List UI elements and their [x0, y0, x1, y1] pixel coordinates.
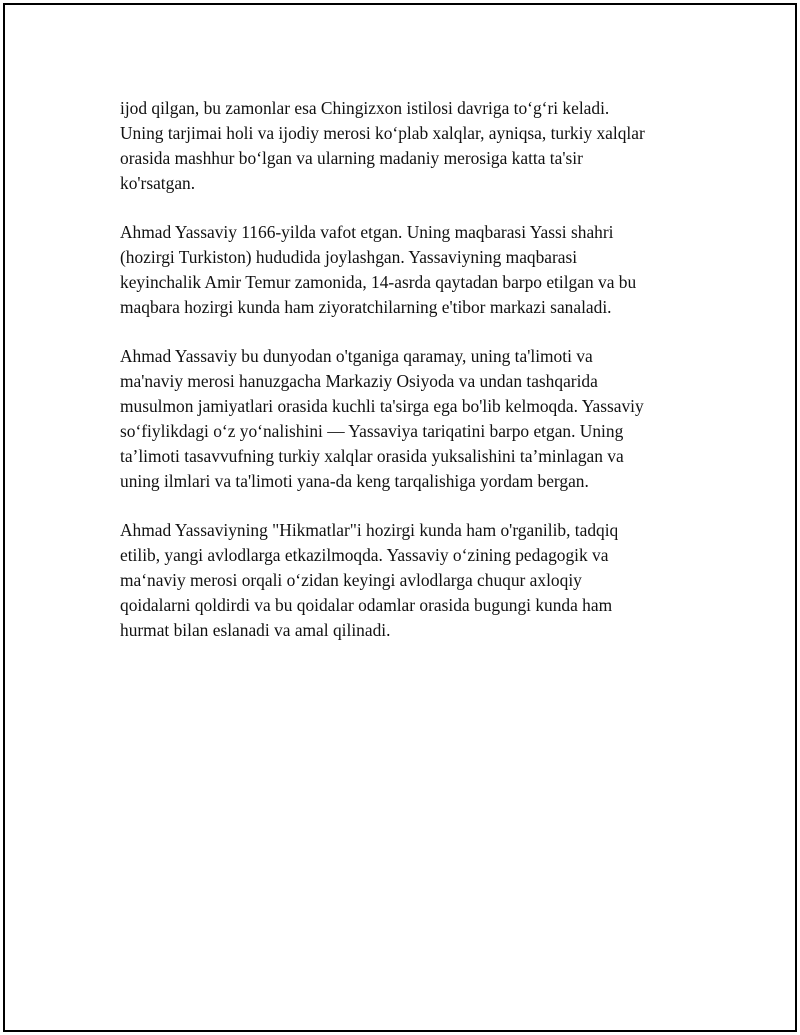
text-line: ko'rsatgan. [120, 173, 196, 193]
text-line: (hozirgi Turkiston) hududida joylashgan. Yassaviyning maqbarasi [120, 247, 578, 267]
text-line: etilib, yangi avlodlarga etkazilmoqda. Yassaviy o‘zining pedagogik va [120, 545, 609, 565]
text-line: ta’limoti tasavvufning turkiy xalqlar orasida yuksalishini ta’minlagan va [120, 446, 624, 466]
text-line: Ahmad Yassaviyning "Hikmatlar"i hozirgi kunda ham o'rganilib, tadqiq [120, 520, 619, 540]
text-line: hurmat bilan eslanadi va amal qilinadi. [120, 620, 391, 640]
text-line: ma'naviy merosi hanuzgacha Markaziy Osiyoda va undan tashqarida [120, 371, 598, 391]
text-line: keyinchalik Amir Temur zamonida, 14-asrda qaytadan barpo etilgan va bu [120, 272, 637, 292]
text-line: maqbara hozirgi kunda ham ziyoratchilarning e'tibor markazi sanaladi. [120, 297, 612, 317]
text-line: Uning tarjimai holi va ijodiy merosi ko‘plab xalqlar, ayniqsa, turkiy xalqlar [120, 123, 645, 143]
text-line: Ahmad Yassaviy bu dunyodan o'tganiga qaramay, uning ta'limoti va [120, 346, 593, 366]
paragraph-3 [120, 344, 690, 494]
text-line: uning ilmlari va ta'limoti yana-da keng tarqalishiga yordam bergan. [120, 471, 589, 491]
document-body [120, 96, 690, 667]
text-line: so‘fiylikdagi o‘z yo‘nalishini — Yassaviya tariqatini barpo etgan. Uning [120, 421, 624, 441]
text-line: ijod qilgan, bu zamonlar esa Chingizxon istilosi davriga to‘g‘ri keladi. [120, 98, 610, 118]
paragraph-4 [120, 518, 690, 643]
text-line: ma‘naviy merosi orqali o‘zidan keyingi avlodlarga chuqur axloqiy [120, 570, 582, 590]
text-line: qoidalarni qoldirdi va bu qoidalar odamlar orasida bugungi kunda ham [120, 595, 613, 615]
text-line: musulmon jamiyatlari orasida kuchli ta'sirga ega bo'lib kelmoqda. Yassaviy [120, 396, 644, 416]
paragraph-2 [120, 220, 690, 320]
paragraph-1 [120, 96, 690, 196]
text-line: orasida mashhur bo‘lgan va ularning madaniy merosiga katta ta'sir [120, 148, 583, 168]
text-line: Ahmad Yassaviy 1166-yilda vafot etgan. Uning maqbarasi Yassi shahri [120, 222, 614, 242]
document-page [3, 3, 797, 1032]
